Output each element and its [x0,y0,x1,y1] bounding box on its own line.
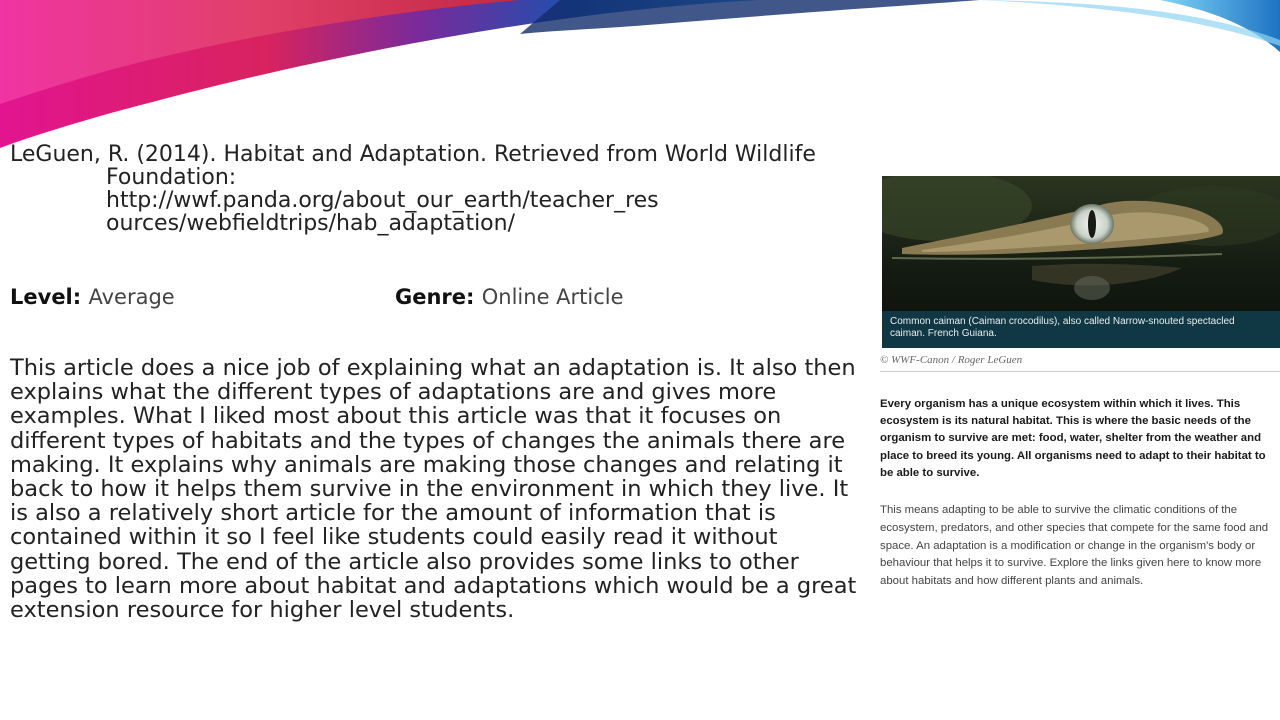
photo-credit: © WWF-Canon / Roger LeGuen [880,354,1023,366]
article-body-paragraph: This means adapting to be able to survive the climatic conditions of the ecosystem, predators, and other species that compete for the same food and space. An adaptation is a modification or change in the organism's body or behaviour that helps it to survive. Explore the links given here to know more about habitats and how different plants and animals. [880,504,1269,588]
review-paragraph: This article does a nice job of explaining what an adaptation is. It also then explains what the different types of adaptations are and gives more examples. What I liked most about this article was that it focuses on different types of habitats and the types of changes the animals there are making. It explains why animals are making those changes and relating it back to how it helps them survive in the environment in which they live. It is also a relatively short article for the amount of information that is contained within it so I feel like students could easily read it without getting bored. The end of the article also provides some links to other pages to learn more about habitat and adaptations which would be a great extension resource for higher level students. [10,355,857,624]
article-lead-paragraph: Every organism has a unique ecosystem within which it lives. This ecosystem is its natural habitat. This is where the basic needs of the organism to survive are met: food, water, shelter from the weather and place to breed its young. All organisms need to adapt to their habitat to be able to survive. [880,398,1266,479]
metadata-row [10,284,870,310]
genre-field [395,284,624,310]
article-screenshot [880,172,1280,612]
citation-url: ources/webfieldtrips/hab_adaptation/ [106,211,515,236]
citation-line: LeGuen, R. (2014). Habitat and Adaptation. Retrieved from World Wildlife [10,142,816,167]
separator: : [466,285,482,309]
divider [880,371,1280,372]
decorative-banner [0,0,1280,160]
genre-value: Online Article [481,285,624,309]
banner-swoosh-dark [520,0,980,34]
citation [10,143,870,235]
level-field [10,285,175,309]
photo-caption: Common caiman (Caiman crocodilus), also called Narrow-snouted spectacled caiman. French Guiana. [882,311,1280,348]
genre-label: Genre [395,285,467,309]
separator: : [72,285,89,309]
citation-url: http://wwf.panda.org/about_our_earth/teacher_res [106,188,659,213]
level-value: Average [88,285,175,309]
level-label: Level [10,285,73,309]
citation-line: Foundation: [106,165,237,190]
caiman-photo [882,176,1280,348]
